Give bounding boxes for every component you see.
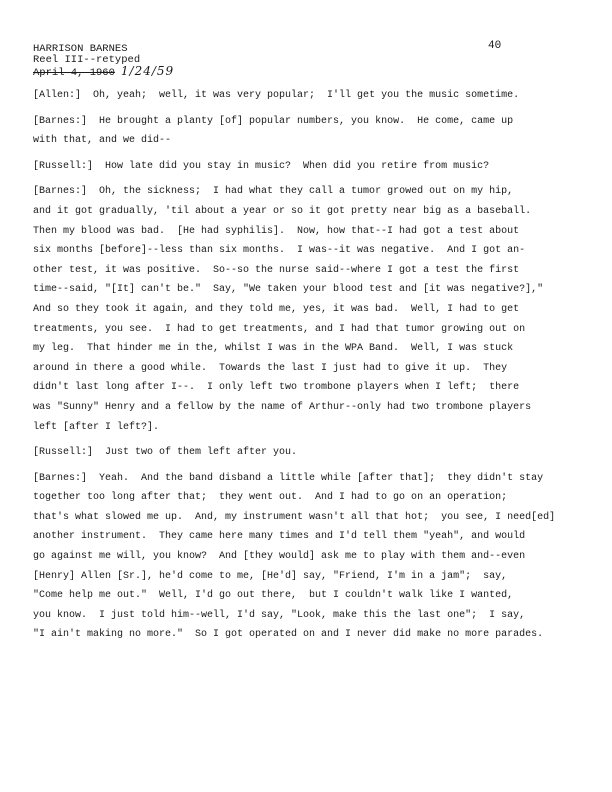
line-text: my leg. That hinder me in the, whilst I was in the WPA Band. Well, I was stuck (33, 343, 514, 355)
line-text: go against me will, you know? And [they would] ask me to play with them and--even (33, 551, 526, 563)
line-text: "I ain't making no more." So I got operated on and I never did make no more parades. (33, 629, 544, 641)
transcript-line (33, 443, 593, 463)
transcript-line (33, 86, 593, 106)
transcript-line (33, 359, 593, 379)
line-text: six months [before]--less than six months. I was--it was negative. And I got an- (33, 245, 526, 257)
line-text: [Henry] Allen [Sr.], he'd come to me, [He'd] say, "Friend, I'm in a jam"; say, (33, 570, 508, 582)
line-text: "Come help me out." Well, I'd go out there, but I couldn't walk like I wanted, (33, 590, 514, 602)
transcript-line (33, 378, 593, 398)
transcript-line (33, 508, 593, 528)
line-text: Oh, yeah; well, it was very popular; I'll get you the music sometime. (81, 90, 520, 101)
line-text: another instrument. They came here many times and I'd tell them "yeah", and would (33, 531, 526, 543)
transcript-line (33, 567, 593, 587)
speaker-label: [Allen:] (33, 90, 82, 101)
reel-label: Reel III--retyped (33, 54, 141, 66)
line-text: and it got gradually, 'til about a year or so it got pretty near big as a baseball. (33, 205, 532, 217)
line-text: around in there a good while. Towards the last I just had to give it up. They (33, 362, 508, 374)
transcript-line (33, 625, 593, 645)
line-text: that's what slowed me up. And, my instrument wasn't all that hot; you see, I need[ed] (33, 511, 556, 523)
line-text: time--said, "[It] can't be." Say, "We taken your blood test and [it was negative?]," (33, 284, 544, 296)
line-text: He brought a planty [of] popular numbers, you know. He come, came up (87, 115, 514, 127)
transcript-line (33, 280, 593, 300)
interviewee-name: HARRISON BARNES (33, 43, 128, 55)
transcript-paragraph (33, 443, 593, 463)
transcript-line (33, 222, 593, 242)
line-text: And so they took it again, and they told me, yes, it was bad. Well, I had to get (33, 303, 520, 315)
transcript-paragraph (33, 112, 593, 151)
struck-date: April 4, 1960 (33, 67, 115, 79)
transcript-line (33, 469, 593, 489)
transcript-line (33, 320, 593, 340)
line-text: treatments, you see. I had to get treatments, and I had that tumor growing out on (33, 323, 526, 335)
transcript-body (33, 86, 593, 651)
line-text: was "Sunny" Henry and a fellow by the name of Arthur--only had two trombone players (33, 401, 532, 413)
transcript-line (33, 261, 593, 281)
transcript-paragraph (33, 182, 593, 437)
handwritten-date: 1/24/59 (120, 64, 175, 78)
speaker-label: [Barnes:] (33, 472, 88, 484)
transcript-line (33, 182, 593, 202)
transcript-paragraph (33, 157, 593, 177)
line-text: Yeah. And the band disband a little while [after that]; they didn't stay (87, 472, 544, 484)
transcript-line (33, 241, 593, 261)
line-text: other test, it was positive. So--so the nurse said--where I got a test the first (33, 264, 520, 276)
transcript-line (33, 300, 593, 320)
transcript-line (33, 131, 593, 151)
line-text: Oh, the sickness; I had what they call a tumor growed out on my hip, (87, 186, 514, 198)
line-text: left [after I left?]. (33, 421, 160, 433)
transcript-line (33, 398, 593, 418)
line-text: How late did you stay in music? When did you retire from music? (93, 160, 490, 172)
line-text: didn't last long after I--. I only left two trombone players when I left; there (33, 382, 520, 394)
speaker-label: [Russell:] (33, 447, 94, 459)
line-text: you know. I just told him--well, I'd say, "Look, make this the last one"; I say, (33, 609, 526, 621)
transcript-line (33, 418, 593, 438)
transcript-line (33, 586, 593, 606)
transcript-paragraph (33, 469, 593, 645)
transcript-line (33, 339, 593, 359)
transcript-line (33, 527, 593, 547)
line-text: together too long after that; they went out. And I had to go on an operation; (33, 492, 508, 504)
transcript-line (33, 112, 593, 132)
transcript-paragraph (33, 86, 593, 106)
line-text: with that, and we did-- (33, 135, 172, 147)
transcript-line (33, 606, 593, 626)
transcript-line (33, 547, 593, 567)
speaker-label: [Barnes:] (33, 186, 88, 198)
speaker-label: [Barnes:] (33, 115, 88, 127)
line-text: Just two of them left after you. (93, 447, 298, 459)
line-text: Then my blood was bad. [He had syphilis]. Now, how that--I had got a test about (33, 225, 520, 237)
transcript-line (33, 488, 593, 508)
date-line (33, 66, 174, 79)
transcript-line (33, 202, 593, 222)
page-number: 40 (488, 40, 502, 52)
speaker-label: [Russell:] (33, 160, 94, 172)
transcript-line (33, 157, 593, 177)
